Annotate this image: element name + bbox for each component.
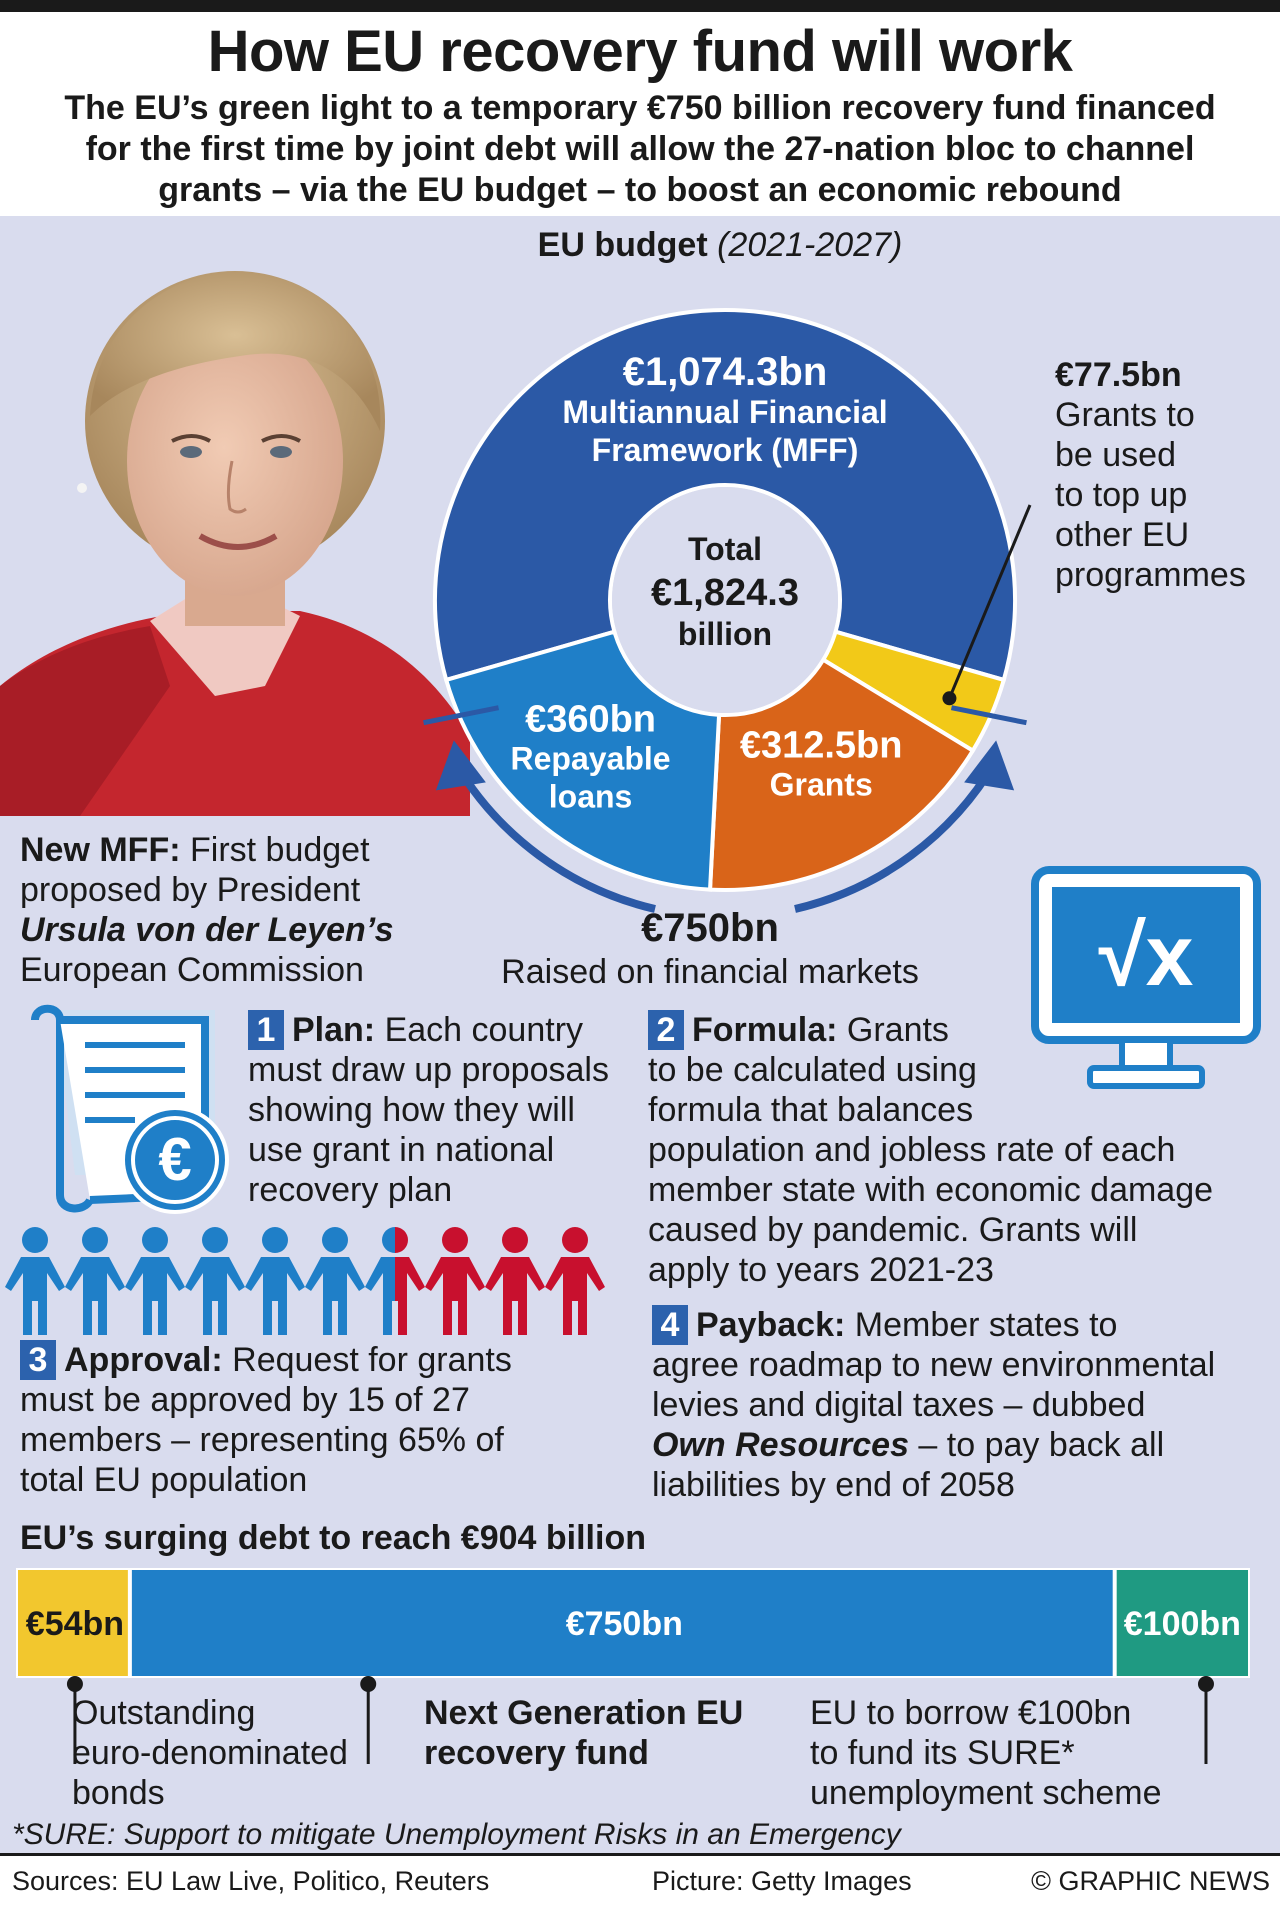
step-line: use grant in national [248, 1131, 555, 1169]
person-icon [5, 1227, 65, 1335]
step-approval [20, 1340, 620, 1500]
step-text: – to pay back all [908, 1426, 1165, 1464]
mff-note-name: Ursula von der Leyen’s [20, 911, 394, 949]
note-line: euro-denominated [72, 1734, 348, 1772]
person-icon [245, 1227, 305, 1335]
note-line: unemployment scheme [810, 1774, 1162, 1812]
budget-heading-label: EU budget [537, 226, 708, 264]
slice-value-label: €1,074.3bn [622, 350, 828, 394]
step-payback [652, 1305, 1272, 1505]
step-line: total EU population [20, 1461, 308, 1499]
step-text: Grants [837, 1011, 949, 1049]
side-note-line: Grants to [1055, 396, 1195, 434]
step-text: Request for grants [222, 1341, 512, 1379]
side-note-line: programmes [1055, 556, 1246, 594]
standfirst-line: for the first time by joint debt will allow the 27-nation bloc to channel [85, 129, 1195, 168]
person-icon [485, 1227, 545, 1335]
step-plan [248, 1010, 638, 1210]
note-sure [810, 1693, 1210, 1813]
person-icon [125, 1227, 185, 1335]
step-line: members – representing 65% of [20, 1421, 504, 1459]
side-note-line: be used [1055, 436, 1176, 474]
note-ngeu [424, 1693, 804, 1773]
step-number: 2 [648, 1010, 684, 1050]
side-note-line: to top up [1055, 476, 1188, 514]
step-title: Formula: [692, 1011, 838, 1049]
svg-text:€: € [158, 1126, 192, 1193]
slice-name-label: loans [548, 778, 633, 815]
mff-note-line: European Commission [20, 951, 364, 989]
budget-donut-chart [420, 295, 1040, 925]
sure-footnote: *SURE: Support to mitigate Unemployment Risks in an Emergency [12, 1818, 901, 1851]
footer-picture-credit: Picture: Getty Images [652, 1866, 912, 1896]
step-line: population and jobless rate of each [648, 1131, 1176, 1169]
mff-note-line: proposed by President [20, 871, 361, 909]
budget-heading [470, 225, 970, 265]
own-resources-term: Own Resources [652, 1426, 909, 1464]
standfirst-line: grants – via the EU budget – to boost an economic rebound [158, 170, 1122, 209]
person-icon [185, 1227, 245, 1335]
step-line: must draw up proposals [248, 1051, 609, 1089]
step-text: Each country [375, 1011, 584, 1049]
note-line: EU to borrow €100bn [810, 1694, 1132, 1732]
raised-label: Raised on financial markets [501, 953, 919, 991]
footer-copyright: © GRAPHIC NEWS [1031, 1866, 1270, 1896]
person-icon [365, 1227, 425, 1335]
step-line: levies and digital taxes – dubbed [652, 1386, 1146, 1424]
side-note-value: €77.5bn [1055, 356, 1182, 394]
note-line: recovery fund [424, 1734, 649, 1772]
step-line: showing how they will [248, 1091, 575, 1129]
step-line: agree roadmap to new environmental [652, 1346, 1216, 1384]
debt-segment-label: €54bn [25, 1605, 125, 1643]
note-line: bonds [72, 1774, 165, 1812]
raised-value: €750bn [641, 906, 779, 950]
person-icon [425, 1227, 485, 1335]
people-row [5, 1225, 625, 1340]
leader-dot [942, 691, 956, 705]
step-number: 3 [20, 1340, 56, 1380]
page-title: How EU recovery fund will work [207, 19, 1073, 84]
debt-heading: EU’s surging debt to reach €904 billion [20, 1519, 646, 1557]
top-rule [0, 0, 1280, 12]
donut-center-unit: billion [677, 616, 773, 652]
footer-rule [0, 1853, 1280, 1856]
step-formula [648, 1010, 1268, 1290]
debt-segment-label: €100bn [1123, 1605, 1241, 1643]
step-number: 4 [652, 1305, 688, 1345]
euro-document-icon [15, 1000, 235, 1215]
standfirst [20, 88, 1260, 210]
note-bonds [72, 1693, 372, 1813]
standfirst-line: The EU’s green light to a temporary €750 billion recovery fund financed [64, 89, 1216, 127]
step-line: must be approved by 15 of 27 [20, 1381, 470, 1419]
step-text: Member states to [845, 1306, 1118, 1344]
step-line: formula that balances [648, 1091, 974, 1129]
portrait-photo [0, 216, 470, 816]
step-line: recovery plan [248, 1171, 453, 1209]
slice-value-label: €360bn [525, 698, 657, 741]
mff-note-text: First budget [180, 831, 370, 869]
step-title: Approval: [64, 1341, 223, 1379]
slice-name-label: Repayable [510, 740, 671, 777]
slice-name-label: Grants [769, 766, 873, 803]
step-number: 1 [248, 1010, 284, 1050]
side-note [1055, 355, 1275, 595]
person-icon [545, 1227, 605, 1335]
person-icon [65, 1227, 125, 1335]
mff-note [20, 830, 450, 990]
step-title: Plan: [292, 1011, 376, 1049]
donut-center-label: Total [687, 531, 763, 567]
note-line: to fund its SURE* [810, 1734, 1075, 1772]
side-note-line: other EU [1055, 516, 1190, 554]
debt-segment-label: €750bn [565, 1605, 683, 1643]
step-line: caused by pandemic. Grants will [648, 1211, 1138, 1249]
step-title: Payback: [696, 1306, 846, 1344]
slice-value-label: €312.5bn [739, 724, 903, 767]
donut-center-total: €1,824.3 [651, 572, 799, 614]
person-icon [305, 1227, 365, 1335]
step-line: member state with economic damage [648, 1171, 1214, 1209]
step-line: apply to years 2021-23 [648, 1251, 994, 1289]
budget-period: (2021-2027) [717, 226, 903, 264]
step-line: liabilities by end of 2058 [652, 1466, 1015, 1504]
svg-text:√x: √x [1098, 908, 1194, 1004]
note-line: Next Generation EU [424, 1694, 744, 1732]
footer-sources: Sources: EU Law Live, Politico, Reuters [12, 1866, 490, 1896]
note-line: Outstanding [72, 1694, 256, 1732]
step-line: to be calculated using [648, 1051, 977, 1089]
slice-name-label: Multiannual Financial [562, 394, 888, 430]
mff-note-title: New MFF: [20, 831, 181, 869]
slice-name-label: Framework (MFF) [591, 432, 859, 468]
